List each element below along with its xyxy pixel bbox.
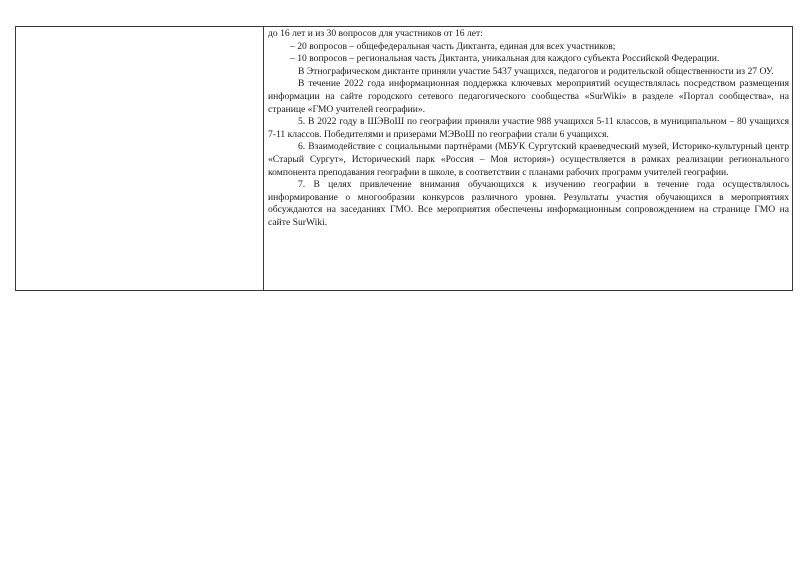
paragraph-federal-part: – 20 вопросов – общефедеральная часть Диктанта, единая для всех участников; [290,40,616,52]
table-cell-right [264,27,792,290]
paragraph-ethnographic-dictation: В Этнографическом диктанте приняли участие 5437 учащихся, педагогов и родительской общественности из 27 ОУ. [298,65,774,77]
paragraph-regional-part: – 10 вопросов – региональная часть Диктанта, уникальная для каждого субъекта Российской Федерации. [290,53,720,65]
document-table [15,26,793,291]
paragraph-social-partners: 6. Взаимодействие с социальными партнёрами (МБУК Сургутский краеведческий музей, Историко-культурный центр «Старый Сургут», Исторический парк «Россия – Моя история») осуществляется в рамках реализации регионального компонента преподавания географии в школе, в соответствии с планами рабочих программ учителей географии. [268,141,789,178]
paragraph-intro: до 16 лет и из 30 вопросов для участников от 16 лет: [268,28,483,39]
paragraph-olympiad: 5. В 2022 году в ШЭВоШ по географии приняли участие 988 учащихся 5-11 классов, в муниципальном – 80 учащихся 7-11 классов. Победителями и призерами МЭВоШ по географии стали 6 учащихся. [268,116,789,140]
table-cell-left [16,27,264,290]
paragraph-info-support: В течение 2022 года информационная поддержка ключевых мероприятий осуществлялась посредством размещения информации на сайте городского сетевого педагогического сообщества «SurWiki» в разделе «Портал сообщества», на странице «ГМО учителей географии». [268,78,789,115]
paragraph-competitions: 7. В целях привлечение внимания обучающихся к изучению географии в течение года осуществлялось информирование о многообразии конкурсов различного уровня. Результаты участия обучающихся в мероприятиях обсуждаются на заседаниях ГМО. Все мероприятия обеспечены информационным сопровождением на странице ГМО на сайте SurWiki. [268,179,789,228]
